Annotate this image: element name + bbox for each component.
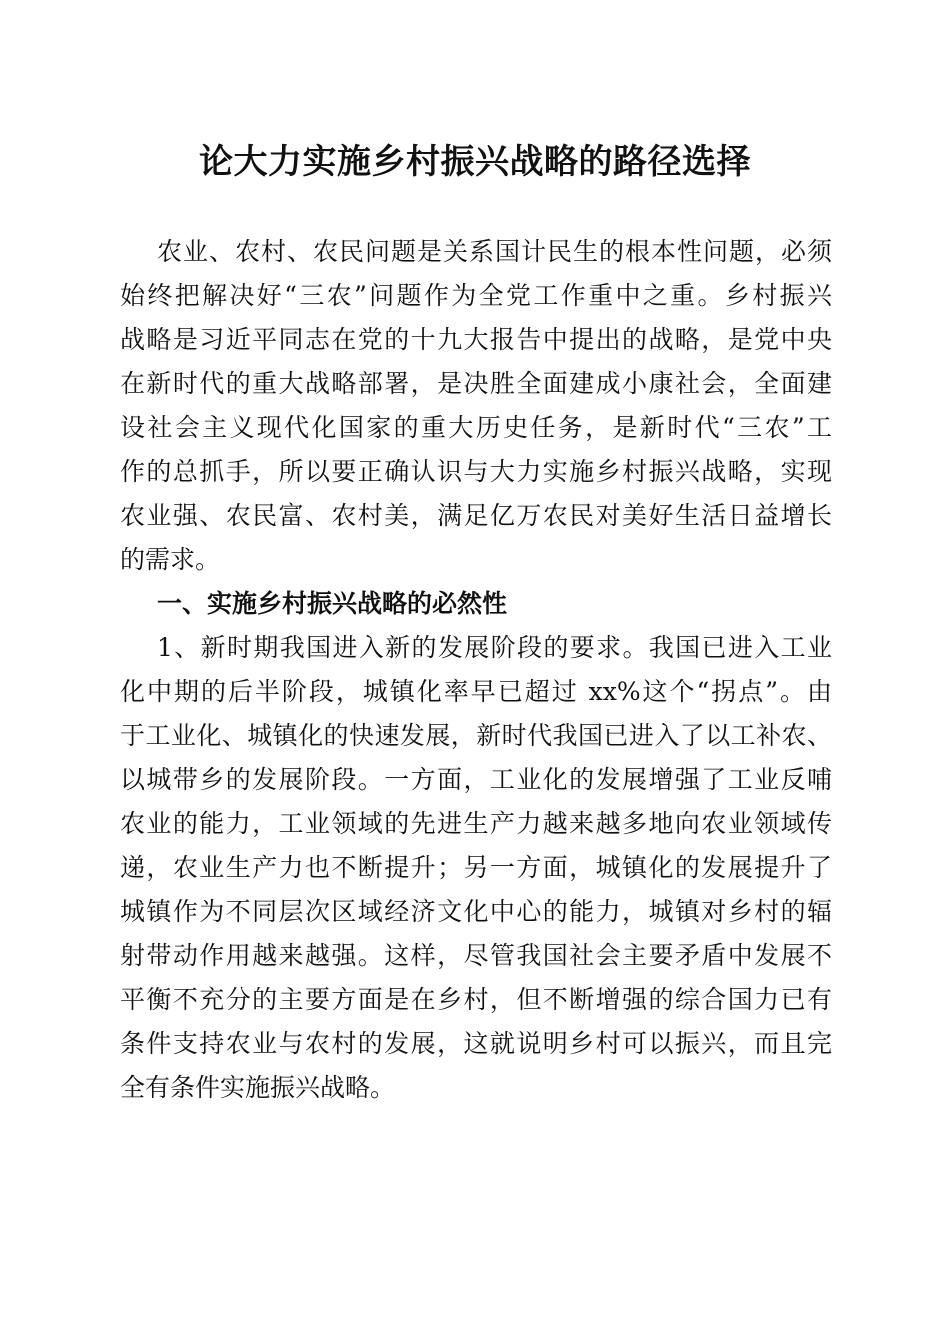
paragraph-line: 条件支持农业与农村的发展，这就说明乡村可以振兴，而且完 [120, 1029, 832, 1058]
paragraph-line: 农业的能力，工业领域的先进生产力越来越多地向农业领域传 [120, 809, 832, 838]
paragraph-line: 于工业化、城镇化的快速发展，新时代我国已进入了以工补农、 [120, 721, 832, 750]
paragraph-line: 农业强、农民富、农村美，满足亿万农民对美好生活日益增长 [120, 501, 832, 530]
paragraph-line: 以城带乡的发展阶段。一方面，工业化的发展增强了工业反哺 [120, 765, 832, 794]
paragraph-line: 始终把解决好“三农”问题作为全党工作重中之重。乡村振兴 [120, 281, 832, 310]
section-paragraph [120, 626, 832, 1110]
paragraph-line: 平衡不充分的主要方面是在乡村，但不断增强的综合国力已有 [120, 985, 832, 1014]
paragraph-line: 战略是习近平同志在党的十九大报告中提出的战略，是党中央 [120, 325, 832, 354]
paragraph-line: 1、新时期我国进入新的发展阶段的要求。我国已进入工业 [157, 633, 832, 662]
paragraph-line: 在新时代的重大战略部署，是决胜全面建成小康社会，全面建 [120, 369, 832, 398]
paragraph-line: 作的总抓手，所以要正确认识与大力实施乡村振兴战略，实现 [120, 457, 832, 486]
paragraph-line: 化中期的后半阶段，城镇化率早已超过 xx%这个“拐点”。由 [120, 677, 832, 706]
paragraph-line: 的需求。 [120, 545, 221, 574]
intro-paragraph [120, 230, 832, 582]
paragraph-line: 全有条件实施振兴战略。 [120, 1073, 396, 1102]
paragraph-line: 城镇作为不同层次区域经济文化中心的能力，城镇对乡村的辐 [120, 897, 832, 926]
section-heading-block [120, 582, 832, 626]
paragraph-line: 农业、农村、农民问题是关系国计民生的根本性问题，必须 [157, 237, 832, 266]
paragraph-line: 射带动作用越来越强。这样，尽管我国社会主要矛盾中发展不 [120, 941, 832, 970]
paragraph-line: 设社会主义现代化国家的重大历史任务，是新时代“三农”工 [120, 413, 832, 442]
section-heading: 一、实施乡村振兴战略的必然性 [157, 589, 508, 618]
paragraph-line: 递，农业生产力也不断提升；另一方面，城镇化的发展提升了 [120, 853, 832, 882]
document-title: 论大力实施乡村振兴战略的路径选择 [199, 142, 751, 182]
